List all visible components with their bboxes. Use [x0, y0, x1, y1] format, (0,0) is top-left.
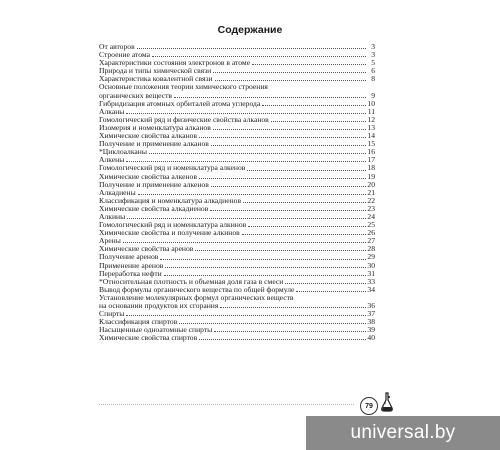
toc-entry-title: Вывод формулы органического вещества по общей формуле — [99, 284, 295, 294]
toc-entry-title: Получение аренов — [99, 252, 159, 262]
toc-entry-page: 22 — [367, 195, 375, 205]
toc-entry-page: 38 — [367, 317, 375, 327]
toc-entry-title: Гомологический ряд и физические свойства алканов — [99, 114, 269, 124]
toc-entry-page: 18 — [367, 163, 375, 173]
toc-leader-dots — [243, 202, 366, 203]
toc-leader-dots — [214, 331, 366, 332]
toc-entry-page: 39 — [367, 325, 375, 335]
toc-leader-dots — [199, 339, 366, 340]
toc-leader-dots — [220, 307, 366, 308]
toc-entry — [99, 181, 375, 189]
toc-entry-title: Насыщенные одноатомные спирты — [99, 325, 213, 335]
toc-entry-page: 8 — [371, 74, 375, 84]
toc-entry-title: Химические свойства аренов — [99, 244, 194, 254]
toc-entry-page: 13 — [367, 122, 375, 132]
toc-entry-page: 6 — [371, 66, 375, 76]
toc-entry-page: 24 — [367, 211, 375, 221]
toc-entry-title: *Относительная плотность и объемная доля газа в смеси — [99, 276, 284, 286]
toc-entry-page: 29 — [367, 252, 375, 262]
toc-leader-dots — [164, 275, 366, 276]
toc-entry-title: Химические свойства алкенов — [99, 171, 197, 181]
toc-entry-title: Алкены — [99, 155, 125, 165]
toc-entry-title: Характеристика ковалентной связи — [99, 74, 213, 84]
toc-entry-title: Природа и типы химической связи — [99, 66, 212, 76]
toc-entry — [99, 148, 375, 156]
table-of-contents — [99, 43, 375, 342]
toc-leader-dots — [199, 137, 366, 138]
toc-leader-dots — [285, 283, 366, 284]
toc-entry-page: 9 — [371, 90, 375, 100]
toc-entry-title: Применение аренов — [99, 260, 164, 270]
toc-entry-page: 5 — [371, 58, 375, 68]
toc-leader-dots — [247, 170, 366, 171]
toc-leader-dots — [296, 291, 366, 292]
toc-entry-title: *Циклоалканы — [99, 147, 147, 157]
toc-leader-dots — [195, 250, 366, 251]
toc-entry-line: Основные положения теории химического строения — [99, 82, 268, 92]
toc-entry-line: Установление молекулярных формул органических веществ — [99, 292, 294, 302]
toc-entry-page: 23 — [367, 203, 375, 213]
toc-entry-page: 17 — [367, 155, 375, 165]
toc-entry-page: 10 — [367, 98, 375, 108]
toc-entry-title: Гомологический ряд и номенклатура алкенов — [99, 163, 246, 173]
toc-entry-title: От авторов — [99, 42, 135, 51]
toc-entry-title: Гибридизация атомных орбиталей атома углерода — [99, 98, 261, 108]
flask-icon — [380, 391, 394, 413]
toc-entry-title: Спирты — [99, 309, 125, 319]
toc-leader-dots — [149, 153, 366, 154]
toc-entry-title: Химические свойства и получение алкинов — [99, 228, 240, 238]
toc-entry-title: на основании продуктов их сгорания — [99, 301, 219, 310]
toc-leader-dots — [215, 80, 366, 81]
toc-entry-page: 34 — [367, 284, 375, 294]
page-number-badge: 79 — [360, 397, 378, 415]
toc-leader-dots — [165, 267, 366, 268]
toc-entry-page: 20 — [367, 179, 375, 189]
toc-leader-dots — [242, 234, 366, 235]
toc-leader-dots — [123, 242, 366, 243]
toc-entry-title: Изомерия и номенклатура алканов — [99, 122, 211, 132]
toc-leader-dots — [271, 121, 366, 122]
toc-leader-dots — [213, 129, 366, 130]
toc-entry — [99, 334, 375, 342]
toc-leader-dots — [126, 161, 366, 162]
toc-entry-page: 30 — [367, 260, 375, 270]
toc-entry-page: 27 — [367, 236, 375, 246]
toc-entry-title: Химические свойства спиртов — [99, 333, 198, 343]
toc-entry-page: 33 — [367, 276, 375, 286]
toc-entry-page: 11 — [367, 106, 375, 116]
toc-leader-dots — [126, 315, 366, 316]
toc-entry-title: Химические свойства алкадиенов — [99, 203, 209, 213]
toc-leader-dots — [211, 186, 366, 187]
toc-entry — [99, 302, 375, 310]
footer-divider — [99, 404, 354, 405]
toc-leader-dots — [199, 178, 366, 179]
toc-entry-page: 40 — [367, 333, 375, 343]
toc-entry-page: 26 — [367, 228, 375, 238]
toc-entry-page: 25 — [367, 220, 375, 230]
toc-entry — [99, 100, 375, 108]
toc-entry-title: Химические свойства алканов — [99, 131, 198, 141]
toc-entry-title: Характеристики состояния электронов в атоме — [99, 58, 251, 68]
toc-leader-dots — [137, 48, 366, 49]
toc-entry-page: 36 — [367, 301, 375, 310]
toc-entry-title: Алкины — [99, 211, 126, 221]
toc-entry-page: 37 — [367, 309, 375, 319]
toc-entry-page: 28 — [367, 244, 375, 254]
toc-leader-dots — [174, 97, 366, 98]
toc-entry-title: Строение атома — [99, 50, 150, 60]
toc-entry-title: Переработка нефти — [99, 268, 162, 278]
toc-entry-page: 31 — [367, 268, 375, 278]
toc-entry-page: 12 — [367, 114, 375, 124]
toc-leader-dots — [126, 113, 366, 114]
toc-entry-page: 14 — [367, 131, 375, 141]
toc-entry-page: 19 — [367, 171, 375, 181]
toc-leader-dots — [248, 226, 366, 227]
toc-entry-page: 21 — [367, 187, 375, 197]
toc-entry-title: Арены — [99, 236, 121, 246]
page-title: Содержание — [217, 24, 283, 36]
toc-leader-dots — [179, 323, 366, 324]
toc-leader-dots — [213, 72, 366, 73]
toc-leader-dots — [127, 218, 366, 219]
toc-leader-dots — [211, 145, 366, 146]
toc-entry-title: Классификация спиртов — [99, 317, 178, 327]
toc-entry-title: Получение и применение алканов — [99, 139, 209, 149]
toc-entry-title: Алкадиены — [99, 187, 136, 197]
toc-entry — [99, 205, 375, 213]
toc-entry-title: органических веществ — [99, 90, 172, 100]
toc-leader-dots — [210, 210, 366, 211]
watermark: universal.by — [306, 416, 500, 450]
toc-leader-dots — [252, 64, 366, 65]
toc-entry-title: Гомологический ряд и номенклатура алкинов — [99, 220, 247, 230]
toc-entry-page: 15 — [367, 139, 375, 149]
toc-leader-dots — [262, 105, 366, 106]
toc-leader-dots — [160, 259, 366, 260]
toc-entry-title: Получение и применение алкенов — [99, 179, 209, 189]
toc-entry-title: Классификация и номенклатура алкадиенов — [99, 195, 242, 205]
toc-leader-dots — [138, 194, 366, 195]
toc-entry-page: 16 — [367, 147, 375, 157]
toc-leader-dots — [152, 56, 366, 57]
toc-entry-page: 3 — [371, 42, 375, 51]
toc-entry — [99, 229, 375, 237]
toc-entry-title: Алканы — [99, 106, 125, 116]
toc-entry-page: 3 — [371, 50, 375, 60]
